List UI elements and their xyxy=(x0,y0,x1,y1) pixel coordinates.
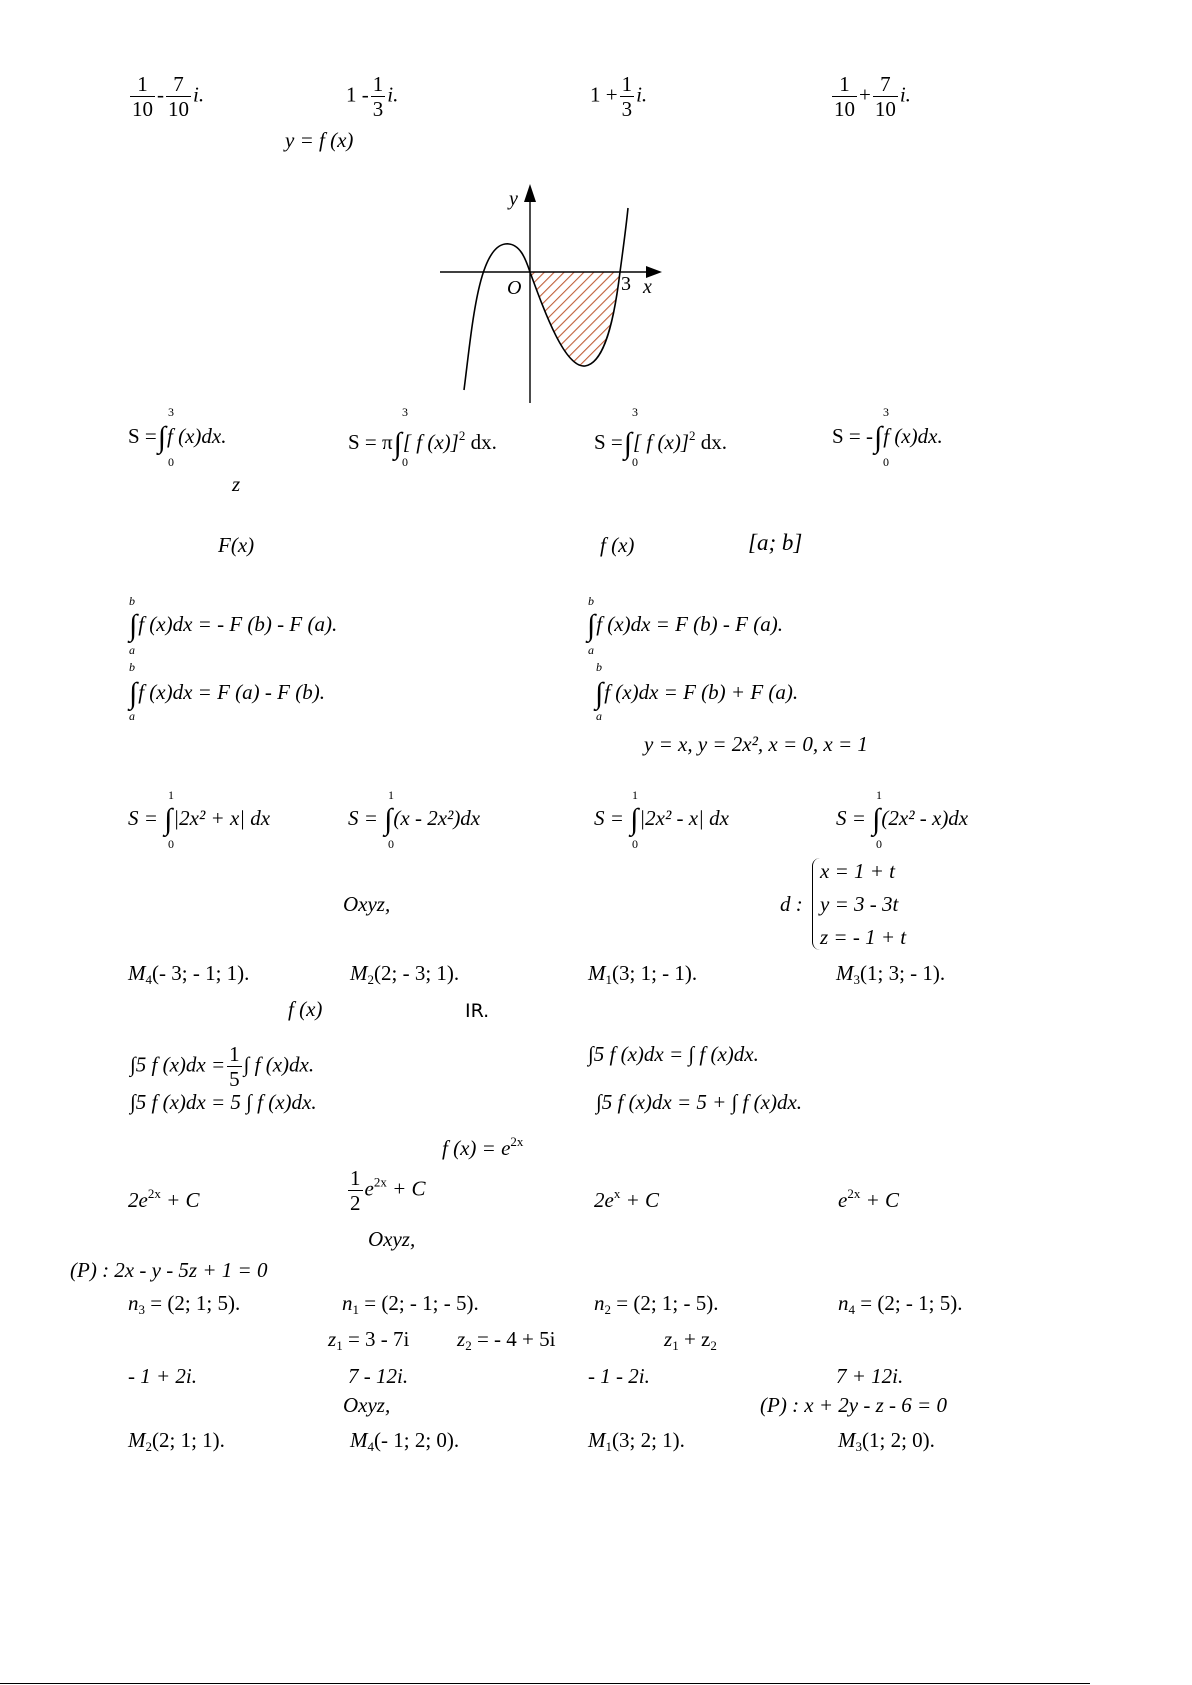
option-c-area: S =∫[ f (x)]$^2$ dx. xyxy=(594,427,727,460)
option-b-integral: ∫f (x)dx = F (b) - F (a). xyxy=(587,609,783,642)
option-b-property: ∫5 f (x)dx = ∫ f (x)dx. xyxy=(588,1042,759,1066)
option-a-plane-point: $M_2(2$; 1; 1). xyxy=(128,1428,225,1454)
option-c-region: S = ∫|2x² - x| dx xyxy=(594,803,729,836)
upper-limit: b xyxy=(129,594,135,608)
upper-limit: 3 xyxy=(402,405,408,419)
interval: [a; b] xyxy=(748,530,803,555)
option-a-region: S = ∫|2x² + x| dx xyxy=(128,803,271,836)
option-d-antideriv: $e^{2x} + C$ xyxy=(838,1186,900,1212)
option-b-plane-point: $M_4(-$ 1; 2; 0). xyxy=(350,1428,460,1454)
coordinate-system-2: Oxyz, xyxy=(368,1227,416,1251)
z2-definition: $z_2$ = - 4 + 5i xyxy=(457,1327,556,1353)
option-b-area: S = π∫[ f (x)]$^2$ dx. xyxy=(348,427,497,460)
option-c-complex: 1 + $\frac{1}{3}$ i. xyxy=(590,72,648,121)
option-b-normal: $n_1 = (2$; - 1; - 5). xyxy=(342,1291,479,1317)
function-f: f (x) xyxy=(600,533,635,557)
option-d-plane-point: $M_3(1$; 2; 0). xyxy=(838,1428,935,1454)
option-d-point: $M_3(1$; 3; - 1). xyxy=(836,961,946,987)
lower-limit: 0 xyxy=(168,837,174,851)
option-d-complex: $\frac{1}{10}$ + $\frac{7}{10}$ i. xyxy=(834,72,911,121)
exp-function: f $(x) = e^{2x}$ xyxy=(442,1134,524,1160)
upper-limit: 3 xyxy=(168,405,174,419)
option-a-normal: $n_3 = (2$; 1; 5). xyxy=(128,1291,241,1317)
upper-limit: 3 xyxy=(632,405,638,419)
option-c-plane-point: $M_1(3$; 2; 1). xyxy=(588,1428,685,1454)
option-b-sum: 7 - 12i. xyxy=(348,1364,409,1388)
param-eq-x: x = 1 + t xyxy=(820,859,895,883)
option-c-antideriv: $2e^x + C$ xyxy=(594,1186,660,1212)
upper-limit: 3 xyxy=(883,405,889,419)
option-c-point: $M_1(3$; 1; - 1). xyxy=(588,961,698,987)
option-a-antideriv: $2e^{2x} + C$ xyxy=(128,1186,200,1212)
upper-limit: b xyxy=(596,660,602,674)
lower-limit: 0 xyxy=(876,837,882,851)
param-eq-y: y = 3 - 3t xyxy=(820,892,899,916)
lower-limit: 0 xyxy=(168,455,174,469)
y-axis-arrow xyxy=(524,184,536,202)
option-d-sum: 7 + 12i. xyxy=(836,1364,904,1388)
lower-limit: a xyxy=(129,709,135,723)
option-a-area: S =∫f (x)dx. xyxy=(128,421,227,454)
upper-limit: 1 xyxy=(876,788,882,802)
real-set: IR. xyxy=(465,1000,490,1022)
upper-limit: 1 xyxy=(388,788,394,802)
param-eq-z: z = - 1 + t xyxy=(820,925,907,949)
x-axis-label: x xyxy=(643,276,652,298)
option-d-area: S = -∫f (x)dx. xyxy=(832,421,943,454)
lower-limit: 0 xyxy=(402,455,408,469)
origin-label: O xyxy=(507,277,522,299)
option-c-property: ∫5 f (x)dx = 5 ∫ f (x)dx. xyxy=(130,1090,317,1114)
footer-rule xyxy=(0,1683,1090,1684)
sum-expression: $z_1 + z_2$ xyxy=(664,1327,717,1353)
option-b-complex: 1 - $\frac{1}{3}$ i. xyxy=(346,72,399,121)
lower-limit: 0 xyxy=(632,837,638,851)
lower-limit: 0 xyxy=(883,455,889,469)
function-graph xyxy=(420,178,680,410)
option-d-integral: ∫f (x)dx = F (b) + F (a). xyxy=(595,677,799,710)
option-c-normal: $n_2 = (2$; 1; - 5). xyxy=(594,1291,719,1317)
lower-limit: a xyxy=(596,709,602,723)
z1-definition: $z_1 = 3 - 7i$ xyxy=(328,1327,410,1353)
antiderivative-F: F(x) xyxy=(218,533,255,557)
option-a-complex: $\frac{1}{10}$ - $\frac{7}{10}$ i. xyxy=(132,72,205,121)
option-d-normal: $n_4 = (2$; - 1; 5). xyxy=(838,1291,963,1317)
option-a-integral: ∫f (x)dx = - F (b) - F (a). xyxy=(129,609,338,642)
z-symbol: z xyxy=(232,472,241,496)
line-d-label: d : xyxy=(780,892,803,916)
option-d-property: ∫5 f (x)dx = 5 + ∫ f (x)dx. xyxy=(596,1090,803,1114)
upper-limit: b xyxy=(588,594,594,608)
option-b-region: S = ∫(x - 2x²)dx xyxy=(348,803,481,836)
option-a-property: ∫5 f (x)dx = $\frac{1}{5}$ ∫ f (x)dx. xyxy=(130,1042,315,1091)
lower-limit: a xyxy=(129,643,135,657)
function-label: y = f (x) xyxy=(285,128,354,152)
lower-limit: 0 xyxy=(632,455,638,469)
coordinate-system-3: Oxyz, xyxy=(343,1393,391,1417)
plane-p-2: (P) : x + 2y - z - 6 = 0 xyxy=(760,1393,947,1417)
plane-p: (P) : 2x - y - 5z + 1 = 0 xyxy=(70,1258,268,1282)
tick-label-3: 3 xyxy=(621,273,631,295)
hatched-region xyxy=(530,272,620,366)
function-f-ir: f (x) xyxy=(288,997,323,1021)
coordinate-system: Oxyz, xyxy=(343,892,391,916)
upper-limit: 1 xyxy=(632,788,638,802)
upper-limit: 1 xyxy=(168,788,174,802)
option-c-integral: ∫f (x)dx = F (a) - F (b). xyxy=(129,677,325,710)
lower-limit: a xyxy=(588,643,594,657)
option-a-sum: - 1 + 2i. xyxy=(128,1364,197,1388)
upper-limit: b xyxy=(129,660,135,674)
option-b-point: $M_2(2$; - 3; 1). xyxy=(350,961,460,987)
option-b-antideriv: $\frac{1}{2}$ $e^{2x} + C$ xyxy=(350,1166,426,1215)
option-a-point: $M_4(-$ 3; - 1; 1). xyxy=(128,961,250,987)
bounding-curves: y = x, y = 2x², x = 0, x = 1 xyxy=(644,732,868,756)
option-c-sum: - 1 - 2i. xyxy=(588,1364,650,1388)
option-d-region: S = ∫(2x² - x)dx xyxy=(836,803,969,836)
y-axis-label: y xyxy=(509,188,518,210)
lower-limit: 0 xyxy=(388,837,394,851)
